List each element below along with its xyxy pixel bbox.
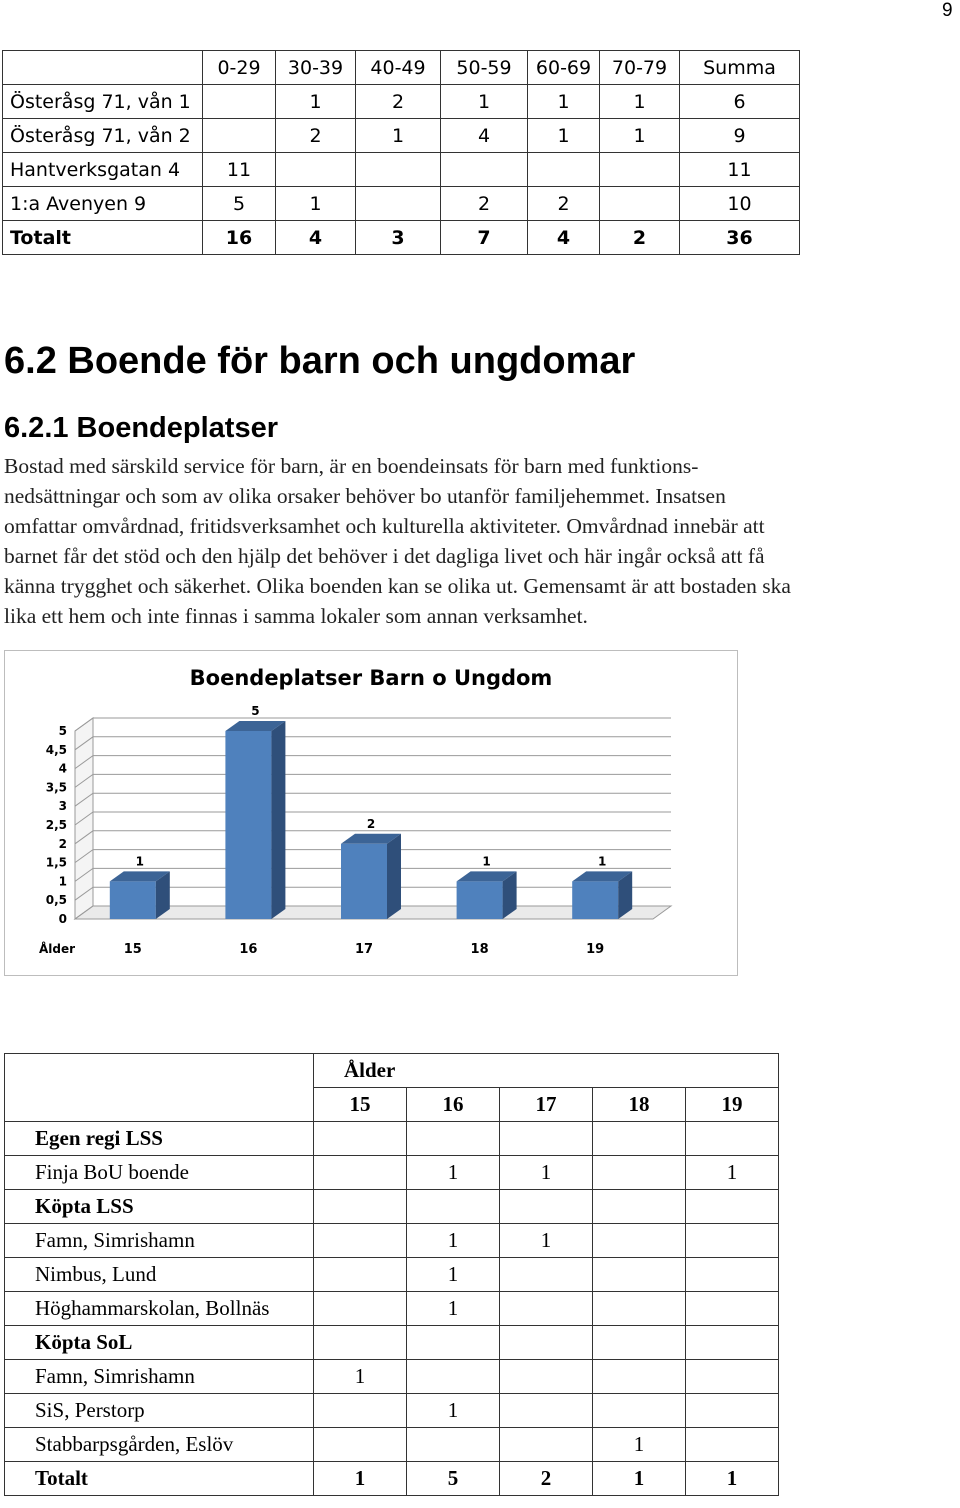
table-cell: 7 (441, 221, 528, 255)
table-cell (686, 1224, 779, 1258)
subsection-heading: 6.2.1 Boendeplatser (4, 412, 278, 444)
paragraph-line: Bostad med särskild service för barn, är en boendeinsats för barn med funktions- (4, 454, 699, 478)
table-cell (356, 153, 441, 187)
table-cell (686, 1190, 779, 1224)
table-cell: 1 (407, 1224, 500, 1258)
table-cell: 1 (407, 1156, 500, 1190)
table-cell: 1 (593, 1462, 686, 1496)
x-tick-label: 15 (123, 942, 142, 957)
bar (457, 854, 517, 919)
y-tick-label: 3,5 (45, 780, 67, 795)
table-header-cell: Summa (680, 51, 800, 85)
x-axis-label: Ålder (39, 942, 76, 956)
row-label: Nimbus, Lund (5, 1258, 314, 1292)
table-cell: 1 (686, 1462, 779, 1496)
table-cell (314, 1122, 407, 1156)
table-cell (276, 153, 356, 187)
y-tick-label: 0,5 (45, 893, 67, 908)
table-corner-cell (5, 1088, 314, 1122)
table-cell (441, 153, 528, 187)
paragraph-line: lika ett hem och inte finnas i samma lokaler som annan verksamhet. (4, 604, 588, 628)
bar-front (225, 731, 271, 919)
table-cell: 6 (680, 85, 800, 119)
table-cell: 1 (528, 85, 600, 119)
table-cell (686, 1326, 779, 1360)
table-cell: 4 (276, 221, 356, 255)
bar (341, 817, 401, 919)
table-section-row (5, 1190, 779, 1224)
row-label: Famn, Simrishamn (5, 1224, 314, 1258)
bar (572, 854, 632, 919)
table-cell: 9 (680, 119, 800, 153)
row-label: SiS, Perstorp (5, 1394, 314, 1428)
table-cell: 2 (356, 85, 441, 119)
table-cell (500, 1394, 593, 1428)
gridline (75, 793, 671, 806)
table-cell (407, 1326, 500, 1360)
table-cell: 1 (276, 85, 356, 119)
table-section-row (5, 1326, 779, 1360)
table-cell: 2 (276, 119, 356, 153)
table-cell: 1 (593, 1428, 686, 1462)
table-cell (500, 1190, 593, 1224)
row-label: Höghammarskolan, Bollnäs (5, 1292, 314, 1326)
table-cell: 1 (276, 187, 356, 221)
table-header-row (3, 51, 800, 85)
y-tick-label: 4 (58, 761, 67, 776)
y-tick-label: 2,5 (45, 818, 67, 832)
table-cell (686, 1428, 779, 1462)
age-header-cell: 18 (593, 1088, 686, 1122)
table-cell (356, 187, 441, 221)
table-cell (593, 1326, 686, 1360)
table-cell (500, 1258, 593, 1292)
placements-table-body (5, 1122, 779, 1496)
row-label: Stabbarpsgården, Eslöv (5, 1428, 314, 1462)
table-cell (407, 1122, 500, 1156)
table-cell (686, 1394, 779, 1428)
gridline (75, 756, 671, 769)
table-cell: 1 (314, 1360, 407, 1394)
table-header-row (5, 1088, 779, 1122)
table-row (5, 1156, 779, 1190)
table-cell: 1 (314, 1462, 407, 1496)
table-cell (314, 1292, 407, 1326)
table-row (5, 1360, 779, 1394)
age-header-cell: 19 (686, 1088, 779, 1122)
table-cell (314, 1224, 407, 1258)
table-total-row (5, 1462, 779, 1496)
table-cell (500, 1428, 593, 1462)
table-cell: 1 (686, 1156, 779, 1190)
age-header-cell: 15 (314, 1088, 407, 1122)
table-cell (500, 1326, 593, 1360)
bar-front (572, 881, 618, 919)
table-cell: 2 (500, 1462, 593, 1496)
row-label: Köpta SoL (5, 1326, 314, 1360)
row-label: Köpta LSS (5, 1190, 314, 1224)
page-number: 9 (942, 0, 953, 21)
row-label: Hantverksgatan 4 (3, 153, 203, 187)
table-cell (314, 1190, 407, 1224)
table-cell: 2 (600, 221, 680, 255)
gridline (75, 737, 671, 750)
table-cell: 5 (203, 187, 276, 221)
bar (225, 704, 285, 919)
row-label: Österåsg 71, vån 2 (3, 119, 203, 153)
table-cell: 1 (600, 119, 680, 153)
placements-table (4, 1053, 779, 1496)
age-header-cell: 17 (500, 1088, 593, 1122)
table-cell (593, 1224, 686, 1258)
table-cell: 1 (407, 1394, 500, 1428)
table-cell: 2 (528, 187, 600, 221)
table-row (5, 1224, 779, 1258)
table-cell: 2 (441, 187, 528, 221)
table-cell (686, 1360, 779, 1394)
table-cell (593, 1360, 686, 1394)
bar-value-label: 2 (366, 816, 376, 831)
table-cell: 1 (500, 1224, 593, 1258)
y-axis-ticks (46, 724, 67, 926)
gridline (75, 718, 671, 731)
y-tick-label: 2 (58, 836, 67, 851)
x-tick-label: 17 (354, 942, 374, 957)
row-label: Egen regi LSS (5, 1122, 314, 1156)
table-cell: 1 (407, 1292, 500, 1326)
bar-value-label: 1 (598, 854, 607, 869)
bar-chart-frame (4, 650, 738, 976)
table-cell (407, 1360, 500, 1394)
x-tick-label: 18 (470, 942, 489, 957)
row-label: Finja BoU boende (5, 1156, 314, 1190)
table-header-cell: 30-39 (276, 51, 356, 85)
table-cell (314, 1394, 407, 1428)
table-cell (593, 1156, 686, 1190)
table-cell: 11 (680, 153, 800, 187)
table-header-group-row (5, 1054, 779, 1088)
table-cell (593, 1190, 686, 1224)
table-cell: 1 (356, 119, 441, 153)
row-label: Österåsg 71, vån 1 (3, 85, 203, 119)
table-cell: 36 (680, 221, 800, 255)
age-group-header: Ålder (314, 1054, 779, 1088)
bar-chart (5, 651, 737, 975)
table-cell (407, 1428, 500, 1462)
paragraph-line: känna trygghet och säkerhet. Olika boenden kan se olika ut. Gemensamt är att bostaden ska (4, 574, 791, 598)
x-axis-ticks (124, 942, 604, 957)
table-row (5, 1428, 779, 1462)
table-cell: 1 (441, 85, 528, 119)
table-header-cell: 70-79 (600, 51, 680, 85)
table-cell (500, 1122, 593, 1156)
x-tick-label: 16 (239, 942, 258, 957)
table-section-row (5, 1122, 779, 1156)
table-cell (686, 1258, 779, 1292)
paragraph-line: barnet får det stöd och den hjälp det behöver i det dagliga livet och här ingår också att få (4, 544, 765, 568)
table-header-cell: 40-49 (356, 51, 441, 85)
gridline (75, 774, 671, 787)
table-cell (203, 119, 276, 153)
table-cell (600, 187, 680, 221)
table-cell (500, 1360, 593, 1394)
table-cell (407, 1190, 500, 1224)
table-cell: 1 (600, 85, 680, 119)
table-cell (600, 153, 680, 187)
table-row (3, 119, 800, 153)
table-cell: 10 (680, 187, 800, 221)
table-row (5, 1292, 779, 1326)
y-tick-label: 1,5 (45, 855, 67, 870)
table-corner-cell (3, 51, 203, 85)
table-row (3, 85, 800, 119)
table-total-row (3, 221, 800, 255)
y-tick-label: 4,5 (45, 742, 67, 757)
body-paragraph (4, 451, 956, 631)
row-label: Totalt (3, 221, 203, 255)
table-cell (593, 1122, 686, 1156)
bar-value-label: 5 (251, 704, 260, 718)
bar-front (110, 881, 156, 919)
table-header-cell: 50-59 (441, 51, 528, 85)
table-cell: 16 (203, 221, 276, 255)
table-row (5, 1258, 779, 1292)
bar-front (341, 844, 387, 919)
chart-title: Boendeplatser Barn o Ungdom (189, 666, 553, 690)
table-cell (203, 85, 276, 119)
table-cell: 3 (356, 221, 441, 255)
row-label: Famn, Simrishamn (5, 1360, 314, 1394)
table-cell (593, 1292, 686, 1326)
bar-side (387, 834, 401, 919)
paragraph-line: nedsättningar och som av olika orsaker behöver bo utanför familjehemmet. Insatsen (4, 484, 726, 508)
table-cell (593, 1394, 686, 1428)
age-header-cell: 16 (407, 1088, 500, 1122)
bar-side (271, 721, 285, 919)
table-cell: 4 (528, 221, 600, 255)
table-cell (500, 1292, 593, 1326)
row-label: 1:a Avenyen 9 (3, 187, 203, 221)
y-tick-label: 1 (58, 874, 67, 889)
table-cell (593, 1258, 686, 1292)
bar-value-label: 1 (482, 854, 491, 869)
x-tick-label: 19 (586, 942, 605, 957)
bar-value-label: 1 (135, 854, 144, 869)
y-tick-label: 3 (58, 799, 67, 814)
table-cell (314, 1258, 407, 1292)
table-cell: 11 (203, 153, 276, 187)
table-cell: 1 (528, 119, 600, 153)
table-cell (686, 1122, 779, 1156)
age-distribution-table (2, 50, 800, 255)
table-cell: 1 (500, 1156, 593, 1190)
paragraph-line: omfattar omvårdnad, fritidsverksamhet och kulturella aktiviteter. Omvårdnad innebär att (4, 514, 765, 538)
table-cell (686, 1292, 779, 1326)
table-cell (314, 1428, 407, 1462)
table-header-cell: 0-29 (203, 51, 276, 85)
table-row (5, 1394, 779, 1428)
y-tick-label: 5 (58, 724, 67, 738)
table-cell: 5 (407, 1462, 500, 1496)
section-heading: 6.2 Boende för barn och ungdomar (4, 340, 636, 382)
table-cell (314, 1156, 407, 1190)
table-cell: 4 (441, 119, 528, 153)
table-cell (314, 1326, 407, 1360)
table-cell (528, 153, 600, 187)
table-row (3, 153, 800, 187)
row-label: Totalt (5, 1462, 314, 1496)
table-corner-cell (5, 1054, 314, 1088)
bar-front (457, 881, 503, 919)
table-cell: 1 (407, 1258, 500, 1292)
y-tick-label: 0 (58, 912, 67, 926)
table-header-cell: 60-69 (528, 51, 600, 85)
bar (110, 854, 170, 919)
table-row (3, 187, 800, 221)
